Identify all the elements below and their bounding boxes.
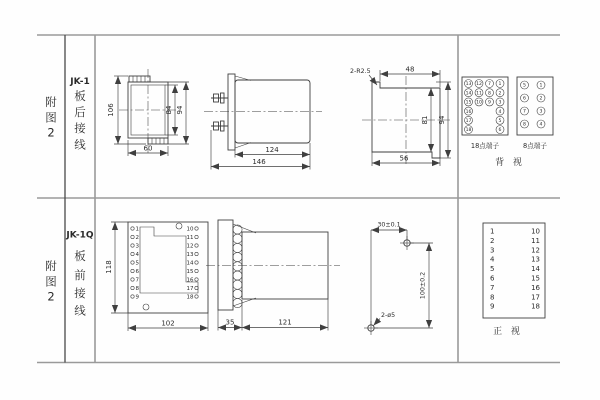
dim-width: 102 bbox=[161, 319, 175, 328]
terminal-block-bottom bbox=[148, 138, 168, 144]
terminal-box-8-label: 8点端子 bbox=[523, 142, 547, 150]
fig-char: 附 bbox=[45, 259, 57, 273]
dim-total-length: 146 bbox=[252, 158, 266, 166]
bottom-front-view bbox=[105, 222, 208, 331]
terminal-number: 8 bbox=[523, 122, 526, 128]
dim-width: 60 bbox=[143, 144, 153, 153]
bottom-model-label bbox=[65, 231, 94, 318]
table-cell: 13 bbox=[531, 255, 540, 264]
terminal-number: 14 bbox=[465, 91, 472, 97]
model-name: JK-1Q bbox=[66, 230, 94, 241]
terminal-number: 5 bbox=[523, 83, 526, 89]
dim-height: 118 bbox=[105, 260, 113, 274]
table-cell: 16 bbox=[531, 283, 540, 292]
dim-vertical: 100±0.2 bbox=[419, 271, 427, 300]
terminal-number: 3 bbox=[135, 243, 139, 250]
fig-char: 图 bbox=[45, 110, 57, 125]
terminal-number: 15 bbox=[186, 269, 194, 275]
dim-total-height: 94 bbox=[438, 115, 446, 125]
terminal-number: 17 bbox=[186, 286, 194, 292]
dim-body: 121 bbox=[278, 318, 292, 327]
terminal-number: 18 bbox=[186, 294, 194, 301]
back-view-terminals bbox=[462, 77, 553, 168]
dim-body-length: 124 bbox=[265, 146, 279, 154]
terminal-number: 15 bbox=[465, 100, 472, 106]
terminal-number: 9 bbox=[135, 294, 139, 301]
terminal-number: 4 bbox=[135, 252, 139, 258]
fig-char: 图 bbox=[45, 274, 57, 289]
top-figure-label bbox=[45, 95, 57, 140]
bottom-side-view bbox=[206, 220, 340, 331]
dim-inner-height: 81 bbox=[421, 115, 429, 125]
terminal-number: 3 bbox=[498, 100, 502, 106]
table-cell: 17 bbox=[531, 293, 540, 302]
flange-plate bbox=[228, 74, 235, 150]
table-cell: 2 bbox=[490, 236, 495, 245]
terminal-number: 17 bbox=[465, 119, 472, 124]
terminal-number: 2 bbox=[135, 235, 139, 241]
terminal-number: 8 bbox=[135, 286, 139, 292]
table-cell: 14 bbox=[531, 265, 540, 274]
table-cell: 8 bbox=[490, 293, 495, 302]
terminal-number: 13 bbox=[186, 252, 194, 258]
dim-horizontal: 30±0.1 bbox=[377, 221, 401, 229]
mounting-hole bbox=[176, 223, 182, 229]
terminal-number: 12 bbox=[476, 82, 482, 88]
front-panel-plate bbox=[218, 220, 233, 310]
table-cell: 5 bbox=[490, 265, 495, 274]
holes-label: 2-ø5 bbox=[381, 312, 396, 319]
wiring-char: 板 bbox=[74, 249, 86, 263]
wiring-char: 板 bbox=[74, 89, 86, 103]
corner-radius-label: 2-R2.5 bbox=[350, 68, 371, 75]
table-cell: 1 bbox=[490, 227, 495, 236]
top-model-label bbox=[69, 77, 90, 152]
terminal-number: 11 bbox=[476, 91, 482, 97]
fig-char: 附 bbox=[45, 95, 57, 109]
terminal-number: 10 bbox=[476, 100, 482, 106]
table-cell: 4 bbox=[490, 255, 495, 264]
bottom-drilling-plan bbox=[364, 222, 433, 336]
terminal-number: 16 bbox=[465, 109, 472, 115]
front-view-label: 正 视 bbox=[493, 327, 523, 337]
top-side-view bbox=[204, 74, 322, 170]
fig-char: 2 bbox=[47, 125, 55, 140]
dim-bottom-width: 56 bbox=[399, 154, 409, 163]
terminal-number: 1 bbox=[498, 82, 502, 88]
terminal-number: 10 bbox=[186, 226, 194, 233]
terminal-number: 6 bbox=[135, 269, 139, 275]
terminal-number: 13 bbox=[465, 82, 472, 88]
terminal-number: 3 bbox=[539, 109, 543, 115]
table-cell: 9 bbox=[490, 302, 495, 311]
table-cell: 6 bbox=[490, 274, 495, 283]
bottom-figure-label bbox=[45, 259, 57, 304]
terminal-number: 2 bbox=[539, 96, 543, 102]
terminal-number: 6 bbox=[523, 96, 526, 102]
dim-panel: 35 bbox=[225, 318, 235, 327]
terminal-number: 7 bbox=[135, 277, 139, 284]
terminal-number: 5 bbox=[135, 260, 139, 267]
model-name: JK-1 bbox=[70, 77, 90, 87]
stud-top bbox=[211, 93, 228, 103]
terminal-number: 1 bbox=[539, 83, 543, 89]
wiring-char: 后 bbox=[74, 105, 86, 119]
terminal-stack bbox=[233, 225, 242, 308]
table-cell: 7 bbox=[490, 283, 495, 292]
terminal-number: 8 bbox=[488, 91, 491, 97]
back-view-label: 背 视 bbox=[495, 158, 525, 168]
terminal-number: 9 bbox=[488, 100, 491, 106]
terminal-number: 7 bbox=[488, 82, 491, 88]
wiring-char: 接 bbox=[74, 286, 86, 300]
dim-outer-height: 94 bbox=[176, 105, 184, 115]
terminal-box-18-label: 18点端子 bbox=[470, 142, 500, 150]
table-cell: 18 bbox=[531, 302, 540, 311]
dim-top-width: 48 bbox=[405, 65, 415, 74]
table-cell: 15 bbox=[531, 274, 540, 283]
terminal-number: 18 bbox=[465, 128, 472, 134]
terminal-number: 1 bbox=[135, 226, 139, 233]
terminal-number: 14 bbox=[186, 260, 194, 267]
wiring-char: 线 bbox=[74, 303, 86, 318]
wiring-char: 线 bbox=[74, 137, 86, 152]
terminal-number: 7 bbox=[523, 109, 526, 115]
terminal-number: 16 bbox=[186, 277, 194, 284]
dim-case-height: 84 bbox=[165, 105, 173, 115]
terminal-number: 4 bbox=[539, 122, 543, 128]
top-front-view bbox=[107, 69, 189, 156]
wiring-char: 前 bbox=[74, 268, 86, 282]
terminal-number: 4 bbox=[498, 109, 502, 115]
terminal-number: 2 bbox=[498, 91, 502, 97]
fig-char: 2 bbox=[47, 289, 55, 304]
stud-bottom bbox=[211, 121, 228, 131]
terminal-number: 5 bbox=[498, 119, 502, 124]
table-cell: 10 bbox=[531, 227, 540, 236]
terminal-number: 11 bbox=[186, 235, 194, 241]
dim-total-height: 106 bbox=[107, 103, 115, 117]
terminal-number: 6 bbox=[498, 128, 502, 134]
table-cell: 11 bbox=[531, 236, 540, 245]
terminal-number: 12 bbox=[186, 243, 194, 250]
terminal-block-top bbox=[129, 76, 150, 82]
table-cell: 12 bbox=[531, 246, 540, 255]
wiring-char: 接 bbox=[74, 121, 86, 135]
table-cell: 3 bbox=[490, 246, 495, 255]
front-view-table bbox=[483, 223, 545, 337]
top-panel-cutout bbox=[350, 66, 451, 167]
mounting-hole bbox=[143, 304, 149, 310]
